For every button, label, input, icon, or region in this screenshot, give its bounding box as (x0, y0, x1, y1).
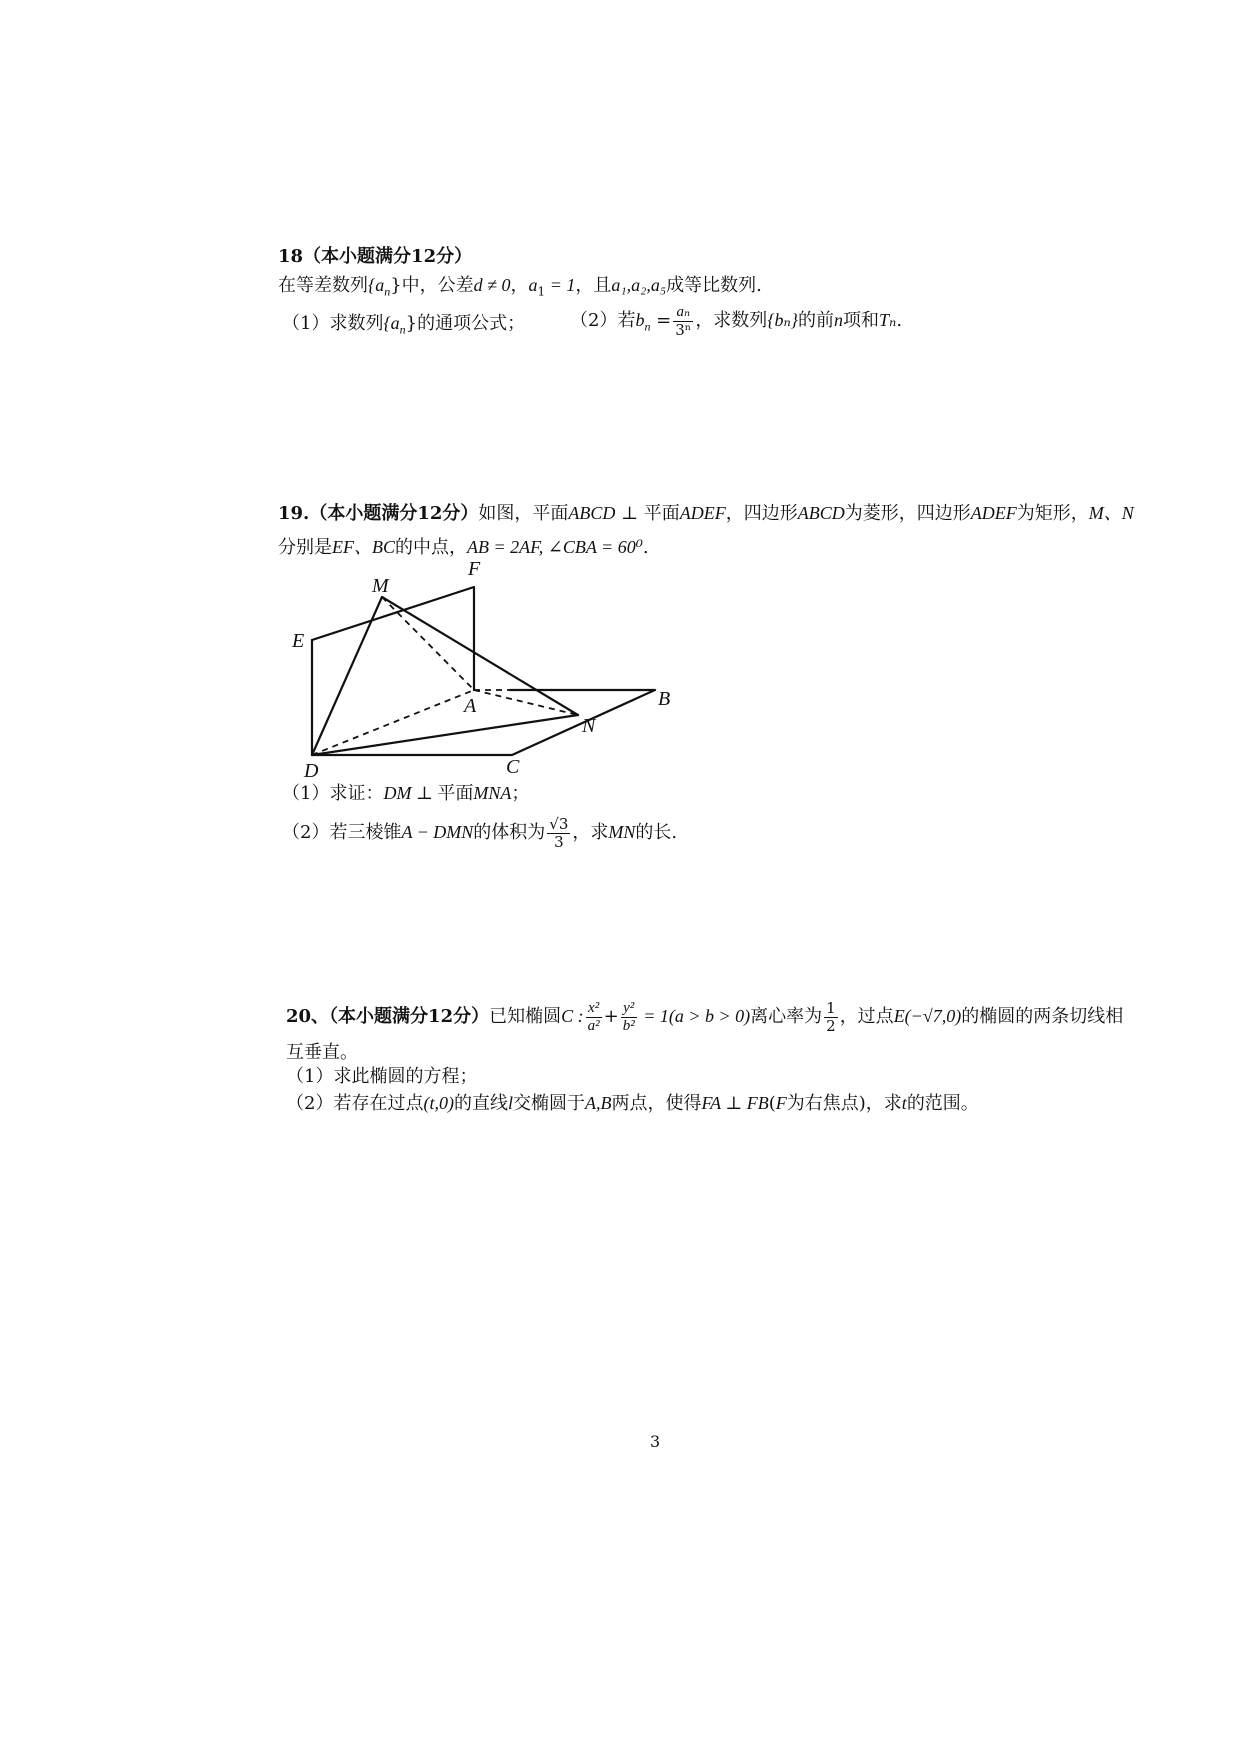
q18-cond-a1-sub: 1 (537, 284, 546, 299)
label-point-a: A (464, 695, 477, 717)
q19-perp: ⊥ (615, 503, 644, 524)
label-point-d: D (304, 760, 319, 780)
q20-frac-y-num: y² (621, 1000, 637, 1018)
q20-ellipse-c: C : (561, 1006, 584, 1026)
q19-text: 为菱形，四边形 (844, 503, 971, 524)
q20-part2-f: F (775, 1093, 787, 1113)
q19-part2-text: ，求 (572, 822, 609, 843)
q18-part2-num: aₙ (673, 304, 693, 322)
q20-part2 (286, 1090, 979, 1117)
q19-points-mn: M、N (1088, 503, 1134, 523)
q18-part2-T: Tₙ (879, 310, 897, 330)
q20-text: 的椭圆的两条切线相 (961, 1006, 1124, 1027)
q18-cond-a1-val: = 1 (545, 275, 576, 295)
label-point-c: C (506, 756, 520, 778)
q19-text: ，四边形 (725, 503, 798, 524)
q18-part2-text: 项和 (843, 310, 880, 331)
q20-part2-text: 交椭圆于 (512, 1093, 585, 1114)
q18-part1-text: （1）求数列 (282, 313, 384, 334)
q18-stem-text: ， (510, 275, 529, 296)
q19-part2-expr: A − DMN (401, 822, 474, 842)
q18-part1-seq-sub: n (399, 322, 406, 337)
q20-frac-x-den: a² (587, 1017, 600, 1034)
label-point-n: N (582, 715, 596, 737)
q20-text: 已知椭圆 (489, 1006, 562, 1027)
q19-part1-text: 平面 (437, 783, 474, 804)
q19-segments: EF、BC (332, 537, 395, 557)
q20-part2-line-l: l (507, 1093, 513, 1113)
q18-stem-text: 在等差数列 (278, 275, 368, 296)
q20-title: 20、（本小题满分12分） (286, 1006, 490, 1027)
q18-part2-bn: b (635, 310, 645, 330)
q19-part2 (282, 812, 677, 853)
q18-part2-fraction (673, 304, 693, 339)
q19-part2-fraction (547, 816, 570, 851)
q19-line1 (278, 500, 1134, 527)
q18-cond-a1: a (528, 275, 538, 295)
q18-part2-bn-sub: n (644, 319, 651, 334)
q19-part1 (282, 780, 529, 807)
q19-plane-adef: ADEF (679, 503, 726, 523)
q20-frac-x-num: x² (586, 1000, 602, 1018)
q19-text: 分别是 (278, 537, 332, 558)
q18-part2-text: . (896, 310, 903, 331)
q20-ecc-den: 2 (826, 1016, 836, 1035)
q20-part2-text: 的范围。 (906, 1093, 979, 1114)
q18-part1-text: 的通项公式； (417, 313, 526, 334)
label-point-e: E (292, 630, 305, 652)
q18-stem-text: 成等比数列. (666, 275, 762, 296)
q19-geometry-figure (290, 555, 710, 780)
q18-part2 (570, 302, 902, 345)
edge-d-n (312, 715, 578, 755)
q20-ecc-num: 1 (826, 998, 836, 1017)
page-number: 3 (650, 1432, 661, 1451)
label-point-f: F (468, 558, 481, 580)
q20-frac-y-den: b² (622, 1017, 635, 1034)
edge-d-c-b (312, 690, 655, 755)
q19-part1-expr: DM ⊥ (383, 783, 438, 803)
q20-ecc-fraction (824, 1000, 838, 1035)
q19-text: 如图，平面 (478, 503, 569, 524)
q19-quad-abcd: ABCD (797, 503, 845, 523)
q19-part1-plane: MNA (473, 783, 512, 803)
q18-part2-eq: = (650, 310, 672, 331)
q19-part2-mn: MN (608, 822, 636, 842)
q18-cond-d: d ≠ 0 (473, 275, 511, 295)
q19-text: 平面 (643, 503, 680, 524)
q20-part2-t: t (901, 1093, 907, 1113)
q19-part2-text: （2）若三棱锥 (282, 822, 402, 843)
q20-frac-y (621, 1000, 637, 1035)
q20-text: 离心率为 (750, 1006, 823, 1027)
edge-a-n-dashed (474, 690, 578, 715)
q18-stem-text: 中，公差 (401, 275, 474, 296)
q18-part1-seq-close: } (405, 313, 418, 334)
q19-part1-text: （1）求证： (282, 783, 384, 804)
q20-part2-text: ( (768, 1093, 776, 1114)
q19-quad-adef: ADEF (970, 503, 1017, 523)
q20-part2-ab: A,B (584, 1093, 612, 1113)
q20-frac-x (586, 1000, 602, 1035)
q18-title: 18（本小题满分12分） (278, 246, 473, 267)
edge-m-n (382, 597, 578, 715)
q18-stem (278, 272, 762, 305)
q18-part2-seq: {bₙ} (767, 310, 799, 330)
q18-seq-close: } (390, 275, 402, 296)
q20-line1 (286, 996, 1123, 1037)
q20-plus: + (603, 1006, 619, 1027)
q19-part2-den: 3 (554, 832, 564, 851)
label-point-m: M (372, 575, 389, 597)
q20-part2-point: (t,0) (423, 1093, 454, 1113)
q20-part2-condition: FA ⊥ FB (701, 1093, 769, 1113)
q18-stem-text: ，且 (575, 275, 612, 296)
q19-part2-text: 的长. (635, 822, 678, 843)
q18-part2-text: 的前 (798, 310, 835, 331)
q20-part1: （1）求此椭圆的方程； (286, 1066, 478, 1087)
label-point-b: B (658, 688, 671, 710)
q18-seq-sub: n (384, 284, 391, 299)
q18-part1 (282, 310, 525, 343)
q19-text: 的中点， (395, 537, 467, 558)
q19-title: 19.（本小题满分12分） (278, 503, 479, 524)
q19-part2-num: √3 (549, 814, 569, 833)
q18-part2-text: ，求数列 (695, 310, 768, 331)
q18-part2-text: （2）若 (570, 310, 636, 331)
q19-condition: AB = 2AF, ∠CBA = 60⁰ (467, 537, 643, 557)
q20-part2-text: 为右焦点)，求 (786, 1093, 902, 1114)
q20-line2: 互垂直。 (286, 1042, 358, 1063)
q20-part2-text: 的直线 (453, 1093, 508, 1114)
q19-text: 为矩形， (1016, 503, 1089, 524)
q18-part1-seq: {a (383, 313, 400, 333)
q20-equation: = 1(a > b > 0) (638, 1006, 751, 1026)
q18-terms: a₁,a₂,a₅ (611, 275, 667, 295)
q19-part2-text: 的体积为 (473, 822, 546, 843)
q19-text: . (642, 537, 649, 558)
q18-seq: {a (368, 275, 385, 295)
q20-part2-text: （2）若存在过点 (286, 1093, 424, 1114)
q20-text: ，过点 (839, 1006, 894, 1027)
q19-plane-abcd: ABCD (568, 503, 616, 523)
q19-part1-text: ； (511, 783, 530, 804)
edge-d-m (312, 597, 382, 755)
q18-part2-den: 3ⁿ (675, 320, 692, 339)
q18-part2-n: n (834, 310, 844, 330)
q20-part2-text: 两点，使得 (611, 1093, 702, 1114)
q20-point-e: E(−√7,0) (893, 1006, 962, 1026)
